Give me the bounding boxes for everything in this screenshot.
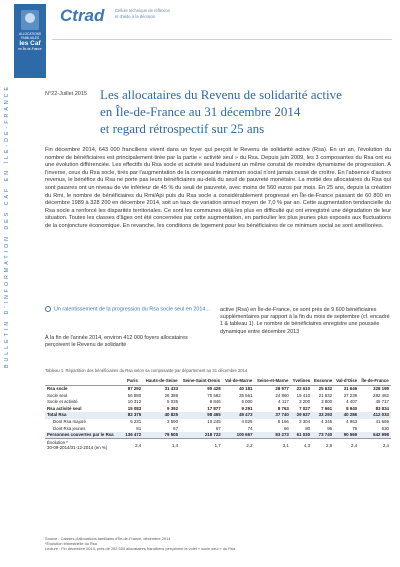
bullet-circle-icon [45, 306, 51, 312]
table-cell: 70 582 [207, 392, 221, 398]
table-cell: 4 963 [346, 419, 358, 425]
table-cell: 136 472 [122, 432, 144, 439]
table-cell: 40 286 [334, 412, 359, 419]
table-cell: 73 740 [312, 432, 334, 439]
table-row [45, 399, 391, 406]
table-cell: 82 375 [122, 412, 144, 419]
table-cell: 74 [247, 425, 253, 431]
table-cell: 22 610 [296, 386, 311, 392]
row-label: Socle et activité [47, 399, 78, 405]
table-cell: 5 166 [277, 419, 289, 425]
logo-caf: les Caf [19, 40, 41, 47]
table-cell: 4,3 [291, 439, 312, 452]
column-header: Essonne [313, 378, 333, 383]
table-cell: 81 [136, 425, 142, 431]
table-cell: 33 293 [312, 412, 334, 419]
table-cell: 2,9 [312, 439, 334, 452]
table-cell: 67 [173, 425, 179, 431]
table-cell: 100 667 [223, 432, 255, 439]
table-cell: 90 569 [334, 432, 359, 439]
row-label: Rsa activité seul [47, 405, 82, 411]
table-cell: 328 199 [373, 386, 389, 392]
logo-line-1: ALLOCATIONS [18, 32, 42, 36]
column-header: Hauts-de-Seine [145, 378, 178, 383]
table-cell: 630 [381, 425, 389, 431]
section-heading [45, 306, 210, 314]
page-title [100, 86, 390, 137]
table-cell: 9 291 [241, 405, 253, 411]
table-cell: 29 637 [291, 412, 312, 419]
table-cell: 5 000 [241, 399, 253, 405]
table-cell: 49 472 [223, 412, 255, 419]
table-cell: 80 [305, 425, 311, 431]
column-header: Yvelines [292, 378, 311, 383]
table-cell: 96 [327, 425, 333, 431]
table-cell: 66 [283, 425, 289, 431]
row-label: Personnes couvertes par le Rsa [45, 432, 122, 439]
table-caption: Tableau 1. Répartition des bénéficiaires du Rsa selon sa composante par département au 31 décembre 2014 [45, 368, 248, 373]
table-row [45, 425, 391, 432]
table-cell: 2,2 [223, 439, 255, 452]
column-header [45, 377, 122, 385]
row-label: Total Rsa [45, 412, 122, 419]
table-cell: 4 345 [321, 419, 333, 425]
table-cell: 3,1 [255, 439, 291, 452]
column-header: Seine-Saint-Denis [182, 378, 221, 383]
table-cell: 5 035 [167, 399, 179, 405]
family-icon [21, 10, 39, 30]
app-name: Ctrad [60, 6, 105, 25]
column-header: Paris [127, 378, 138, 383]
table-cell: 282 482 [373, 392, 389, 398]
table-cell: 412 033 [359, 412, 391, 419]
table-cell: 4 117 [278, 399, 289, 405]
table-cell: 24 860 [275, 392, 289, 398]
table-cell: 56 980 [127, 392, 142, 398]
caf-logo [14, 4, 46, 78]
table-cell: 90 428 [207, 386, 221, 392]
table-cell: 98 465 [180, 412, 223, 419]
row-label: Dont Rsa majoré [53, 419, 86, 425]
title-line-2: en Île-de-France au 31 décembre 2014 [100, 104, 301, 119]
table-cell: 3 200 [299, 399, 311, 405]
table-row [45, 405, 391, 412]
table-cell: 2,4 [334, 439, 359, 452]
reading-note: Lecture : Fin décembre 2014, près de 282 500 allocataires franciliens perçoivent le volet « socle seul » du Rsa. [45, 546, 237, 551]
table-cell: 61 030 [291, 432, 312, 439]
table-cell: 67 [215, 425, 221, 431]
side-banner [4, 84, 12, 554]
table-cell: 1,4 [143, 439, 180, 452]
table-cell: 3 304 [299, 419, 311, 425]
header-divider [52, 39, 392, 40]
table-cell: 3 590 [167, 419, 179, 425]
tagline [115, 8, 170, 19]
table-cell: 37 740 [255, 412, 291, 419]
table-cell: 21 632 [318, 392, 333, 398]
source-note: Source : Caisses d'allocations familiales d'Île-de-France, décembre 2014 [45, 536, 171, 541]
table-cell: 5 231 [130, 419, 142, 425]
table-cell: 26 388 [164, 392, 179, 398]
logo-line-2: FAMILIALES [20, 36, 40, 40]
body-column-1: À la fin de l'année 2014, environ 412 000 foyers allocataires perçoivent le Revenu de solidarité [45, 335, 188, 349]
table-cell: 10 245 [207, 419, 221, 425]
side-banner-text: BULLETIN D'INFORMATION DES CAF EN ÎLE-DE-FRANCE [4, 84, 10, 369]
table-cell: 4 407 [346, 399, 358, 405]
table-cell: 7 661 [321, 405, 333, 411]
row-label: Évolution * 30-09-2014/31-12-2014 (en %) [45, 439, 122, 452]
column-header: Île-de-France [361, 378, 389, 383]
footnote: *Évolution trimestrielle du Rsa [45, 541, 97, 546]
title-line-3: et regard rétrospectif sur 25 ans [100, 121, 265, 136]
table-cell: 28 977 [275, 386, 289, 392]
table-cell: 40 181 [239, 386, 253, 392]
table-cell: 9 846 [209, 399, 221, 405]
table-cell: 9 392 [167, 405, 179, 411]
table-cell: 2,4 [359, 439, 391, 452]
table-cell: 35 561 [239, 392, 253, 398]
table-cell: 79 505 [143, 432, 180, 439]
tagline-line-2: et d'aide à la décision [115, 13, 156, 19]
table-cell: 1,7 [180, 439, 223, 452]
table-row [45, 412, 391, 419]
table-cell: 8 940 [346, 405, 358, 411]
table-cell: 41 669 [375, 419, 389, 425]
table-row [45, 385, 391, 392]
table-cell: 218 722 [180, 432, 223, 439]
table-cell: 25 632 [318, 386, 333, 392]
table-cell: 3 800 [321, 399, 333, 405]
table-cell: 45 717 [375, 399, 389, 405]
table-cell: 642 998 [359, 432, 391, 439]
table-cell: 10 312 [127, 399, 142, 405]
table-cell: 40 825 [143, 412, 180, 419]
logo-region: en Île-de-France [18, 47, 42, 51]
table-cell: 8 763 [277, 405, 289, 411]
table-header-row [45, 377, 391, 385]
row-label: Dont Rsa jeunes [53, 425, 86, 431]
table-cell: 7 027 [299, 405, 311, 411]
body-column-2: active (Rsa) en Île-de-France, ce sont près de 9 600 bénéficiaires supplémentaires par rapport à la fin du mois de septembre (cf. encadré 1 & tableau 1). Le nombre de bénéficiaires enregistre une poussée dynamique entre décembre 2013 [220, 307, 390, 335]
table-row [45, 439, 391, 452]
tagline-line-1: Cellule technique de réflexion [115, 8, 170, 13]
intro-paragraph: Fin décembre 2014, 643 000 franciliens vivent dans un foyer qui perçoit le Revenu de solidarité active (Rsa). En un an, l'évolution du nombre de bénéficiaires est principalement tirée par la partie « activité seul » du Rsa. Depuis juin 2009, les 3 composantes du Rsa ont eu une évolution différenciée. Les effectifs du Rsa socle et activité seul traduisent un même constat de moindre dynamisme de progression. A l'inverse, ceux du Rsa socle, tirés par l'augmentation de la composante minimum social n'ont jamais cessé de croître. En l'absence d'autres revenus, le bénéfice du Rsa ne porte pas leurs bénéficiaires au-delà du seuil de pauvreté monétaire. La moitié des allocataires du Rsa qui sont pauvres ont un niveau de vie inférieur de 45 % du seuil de pauvreté, avec moins de 560 euros par mois. En 25 ans, depuis la création du Rmi, le nombre de bénéficiaires du Rmi/Api puis du Rsa socle a considérablement progressé en Île-de-France passant de 60 800 en décembre 1989 à 328 200 en décembre 2014, soit un taux de variation annuel moyen de 7,0 % par an. Cette augmentation tendancielle du Rsa socle a renforcé les disparités territoriales. Ce sont les communes déjà les plus en difficulté qui ont enregistré une dégradation de leur situation. Toutes les classes d'âges ont été concernées par cette augmentation, en particulier les plus jeunes plus exposés aux fluctuations de la conjoncture économique. En revanche, les conditions de logement pour les bénéficiaires de ce minimum social se sont améliorées. [45, 147, 391, 229]
section-heading-text: Un ralentissement de la progression du Rsa socle seul en 2014... [54, 306, 210, 313]
table-body [45, 385, 391, 451]
table-cell: 83 273 [255, 432, 291, 439]
table-cell: 31 646 [343, 386, 358, 392]
table-cell: 2,4 [122, 439, 144, 452]
table-row [45, 392, 391, 399]
data-table [45, 377, 391, 452]
table-cell: 4 825 [241, 419, 253, 425]
table-cell: 87 292 [127, 386, 142, 392]
table-notes [45, 536, 391, 551]
table-row [45, 432, 391, 439]
column-header: Val-d'Oise [336, 378, 358, 383]
table-cell: 79 [352, 425, 358, 431]
column-header: Val-de-Marne [224, 378, 253, 383]
column-header: Seine-et-Marne [256, 378, 289, 383]
table-cell: 19 410 [296, 392, 311, 398]
table-cell: 83 834 [375, 405, 389, 411]
table-cell: 15 083 [127, 405, 142, 411]
table-cell: 17 877 [207, 405, 221, 411]
issue-number: N°22-Juillet 2015 [45, 91, 87, 97]
table-row [45, 419, 391, 426]
table-cell: 31 433 [164, 386, 179, 392]
title-line-1: Les allocataires du Revenu de solidarité active [100, 87, 342, 102]
row-label: Socle seul [47, 392, 68, 398]
table-cell: 27 239 [343, 392, 358, 398]
row-label: Rsa socle [47, 386, 68, 392]
